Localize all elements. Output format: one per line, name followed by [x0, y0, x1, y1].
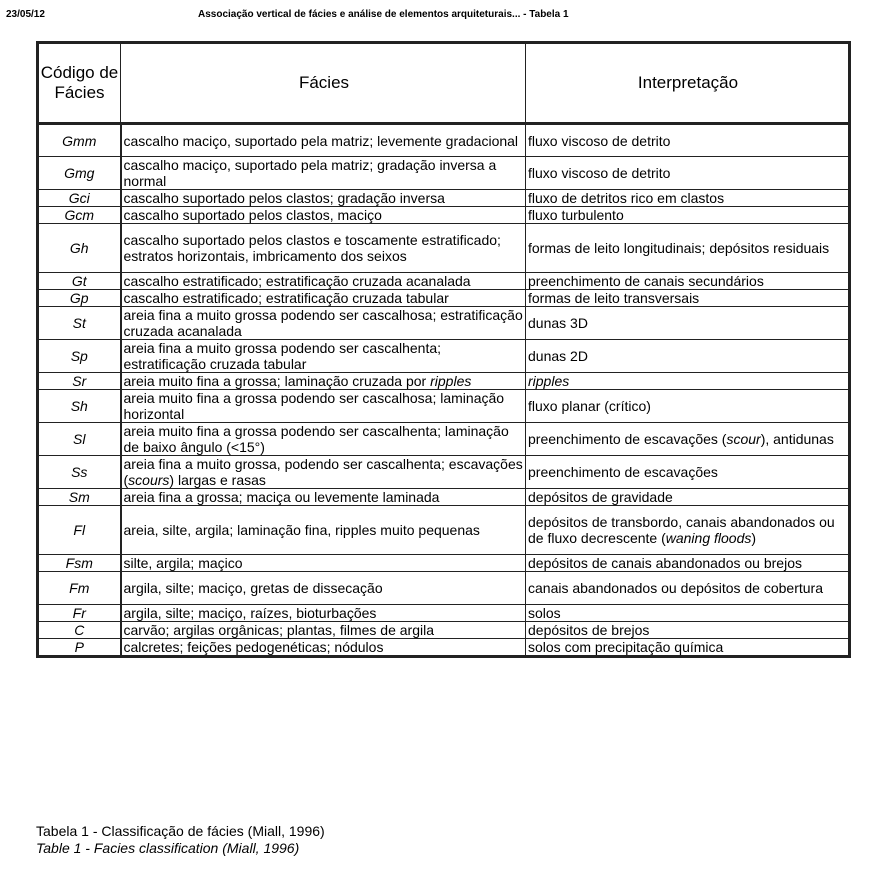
interpretation-cell: [526, 124, 850, 157]
facies-code-cell: Gp: [38, 290, 121, 307]
italic-term: scour: [726, 431, 761, 447]
italic-term: waning floods: [665, 530, 752, 546]
table-row: [38, 639, 850, 657]
interpretation-cell: [526, 190, 850, 207]
interpretation-cell: [526, 307, 850, 340]
column-header-code: Código de Fácies: [38, 43, 121, 124]
text-segment: areia muito fina a grossa podendo ser cascalhenta; laminação de baixo ângulo (<15°): [123, 423, 509, 455]
interpretation-cell: [526, 373, 850, 390]
text-segment: areia fina a muito grossa podendo ser cascalhosa; estratificação cruzada acanalada: [123, 307, 523, 339]
interpretation-cell: [526, 639, 850, 657]
text-segment: carvão; argilas orgânicas; plantas, filmes de argila: [123, 622, 434, 638]
text-segment: calcretes; feições pedogenéticas; nódulos: [123, 639, 384, 655]
header-title: Associação vertical de fácies e análise de elementos arquiteturais... - Tabela 1: [198, 9, 569, 20]
text-segment: depósitos de gravidade: [528, 489, 673, 505]
text-segment: cascalho suportado pelos clastos; gradação inversa: [123, 190, 445, 206]
text-segment: ), antidunas: [760, 431, 834, 447]
text-segment: preenchimento de canais secundários: [528, 273, 764, 289]
facies-description-cell: [121, 622, 526, 639]
facies-code-cell: Gt: [38, 273, 121, 290]
header-row: [38, 43, 850, 124]
facies-code-cell: Gmg: [38, 157, 121, 190]
text-segment: fluxo viscoso de detrito: [528, 165, 671, 181]
facies-code-cell: Sm: [38, 489, 121, 506]
facies-code-cell: Fm: [38, 572, 121, 605]
facies-code-cell: C: [38, 622, 121, 639]
facies-description-cell: [121, 390, 526, 423]
table-row: [38, 555, 850, 572]
text-segment: solos com precipitação química: [528, 639, 724, 655]
header-date: 23/05/12: [6, 9, 45, 20]
text-segment: fluxo viscoso de detrito: [528, 132, 671, 149]
text-segment: cascalho maciço, suportado pela matriz; levemente gradacional: [123, 132, 519, 149]
text-segment: canais abandonados ou depósitos de cobertura: [528, 580, 823, 596]
facies-description-cell: [121, 273, 526, 290]
text-segment: areia muito fina a grossa podendo ser cascalhosa; laminação horizontal: [123, 390, 505, 422]
facies-description-cell: [121, 190, 526, 207]
facies-description-cell: [121, 605, 526, 622]
table-row: [38, 390, 850, 423]
table-row: [38, 273, 850, 290]
facies-description-cell: [121, 307, 526, 340]
facies-description-cell: [121, 157, 526, 190]
facies-description-cell: [121, 290, 526, 307]
interpretation-cell: [526, 390, 850, 423]
facies-description-cell: [121, 224, 526, 273]
text-segment: areia, silte, argila; laminação fina, ripples muito pequenas: [123, 522, 480, 538]
text-segment: depósitos de transbordo, canais abandonados ou de fluxo decrescente (: [528, 514, 835, 546]
facies-code-cell: Gci: [38, 190, 121, 207]
interpretation-cell: [526, 622, 850, 639]
facies-table: [36, 41, 851, 658]
text-segment: ) largas e rasas: [169, 472, 266, 488]
text-segment: silte, argila; maçico: [123, 555, 243, 571]
text-segment: cascalho maciço, suportado pela matriz; gradação inversa a normal: [123, 157, 497, 189]
text-segment: depósitos de brejos: [528, 622, 650, 638]
facies-code-cell: St: [38, 307, 121, 340]
table-row: [38, 506, 850, 555]
table-row: [38, 489, 850, 506]
text-segment: areia muito fina a grossa; laminação cruzada por: [123, 373, 431, 389]
table-row: [38, 224, 850, 273]
italic-term: ripples: [430, 373, 472, 389]
column-header-interpretation: Interpretação: [526, 43, 850, 124]
text-segment: preenchimento de escavações: [528, 464, 718, 480]
text-segment: cascalho estratificado; estratificação cruzada tabular: [123, 290, 449, 306]
table-row: [38, 190, 850, 207]
text-segment: preenchimento de escavações (: [528, 431, 727, 447]
facies-description-cell: [121, 572, 526, 605]
table-row: [38, 423, 850, 456]
text-segment: areia fina a muito grossa podendo ser cascalhenta; estratificação cruzada tabular: [123, 340, 442, 372]
caption-english: Table 1 - Facies classification (Miall, 1996): [36, 840, 300, 856]
facies-code-cell: Fr: [38, 605, 121, 622]
interpretation-cell: [526, 157, 850, 190]
interpretation-cell: [526, 572, 850, 605]
text-segment: fluxo de detritos rico em clastos: [528, 190, 725, 206]
facies-description-cell: [121, 423, 526, 456]
facies-code-cell: Sl: [38, 423, 121, 456]
facies-description-cell: [121, 124, 526, 157]
facies-description-cell: [121, 489, 526, 506]
text-segment: cascalho suportado pelos clastos, maciço: [123, 207, 382, 223]
interpretation-cell: [526, 207, 850, 224]
interpretation-cell: [526, 605, 850, 622]
facies-description-cell: [121, 340, 526, 373]
facies-code-cell: Ss: [38, 456, 121, 489]
text-segment: argila, silte; maciço, gretas de dissecação: [123, 580, 383, 596]
interpretation-cell: [526, 423, 850, 456]
italic-term: ripples: [528, 373, 570, 389]
facies-code-cell: Sp: [38, 340, 121, 373]
table-row: [38, 605, 850, 622]
text-segment: formas de leito longitudinais; depósitos residuais: [528, 240, 830, 256]
table-body: [38, 124, 850, 657]
facies-code-cell: Sh: [38, 390, 121, 423]
text-segment: cascalho suportado pelos clastos e toscamente estratificado; estratos horizontais, imbricamento dos seixos: [123, 232, 501, 264]
text-segment: areia fina a grossa; maciça ou levemente laminada: [123, 489, 440, 505]
interpretation-cell: [526, 224, 850, 273]
table-row: [38, 124, 850, 157]
text-segment: dunas 3D: [528, 315, 588, 331]
text-segment: depósitos de canais abandonados ou brejos: [528, 555, 802, 571]
facies-description-cell: [121, 639, 526, 657]
interpretation-cell: [526, 506, 850, 555]
table-row: [38, 622, 850, 639]
facies-description-cell: [121, 555, 526, 572]
table-row: [38, 373, 850, 390]
interpretation-cell: [526, 489, 850, 506]
caption-portuguese: Tabela 1 - Classificação de fácies (Miall, 1996): [36, 823, 325, 839]
text-segment: fluxo turbulento: [528, 207, 624, 223]
table-row: [38, 572, 850, 605]
table-row: [38, 290, 850, 307]
text-segment: fluxo planar (crítico): [528, 398, 651, 414]
table-row: [38, 456, 850, 489]
text-segment: dunas 2D: [528, 348, 588, 364]
facies-description-cell: [121, 207, 526, 224]
facies-code-cell: Gcm: [38, 207, 121, 224]
text-segment: formas de leito transversais: [528, 290, 700, 306]
facies-code-cell: Sr: [38, 373, 121, 390]
facies-code-cell: Fl: [38, 506, 121, 555]
facies-description-cell: [121, 456, 526, 489]
text-segment: argila, silte; maciço, raízes, bioturbações: [123, 605, 377, 621]
italic-term: scours: [128, 472, 170, 488]
table-row: [38, 157, 850, 190]
table-row: [38, 340, 850, 373]
interpretation-cell: [526, 456, 850, 489]
interpretation-cell: [526, 290, 850, 307]
text-segment: areia fina a muito grossa, podendo ser cascalhenta; escavações (: [123, 456, 523, 488]
interpretation-cell: [526, 555, 850, 572]
facies-code-cell: Gmm: [38, 124, 121, 157]
facies-description-cell: [121, 373, 526, 390]
text-segment: solos: [528, 605, 561, 621]
interpretation-cell: [526, 273, 850, 290]
column-header-facies: Fácies: [121, 43, 526, 124]
text-segment: cascalho estratificado; estratificação cruzada acanalada: [123, 273, 471, 289]
interpretation-cell: [526, 340, 850, 373]
facies-code-cell: P: [38, 639, 121, 657]
text-segment: ): [751, 530, 757, 546]
facies-description-cell: [121, 506, 526, 555]
table-header: [38, 43, 850, 124]
facies-code-cell: Fsm: [38, 555, 121, 572]
facies-code-cell: Gh: [38, 224, 121, 273]
table-row: [38, 207, 850, 224]
table-row: [38, 307, 850, 340]
